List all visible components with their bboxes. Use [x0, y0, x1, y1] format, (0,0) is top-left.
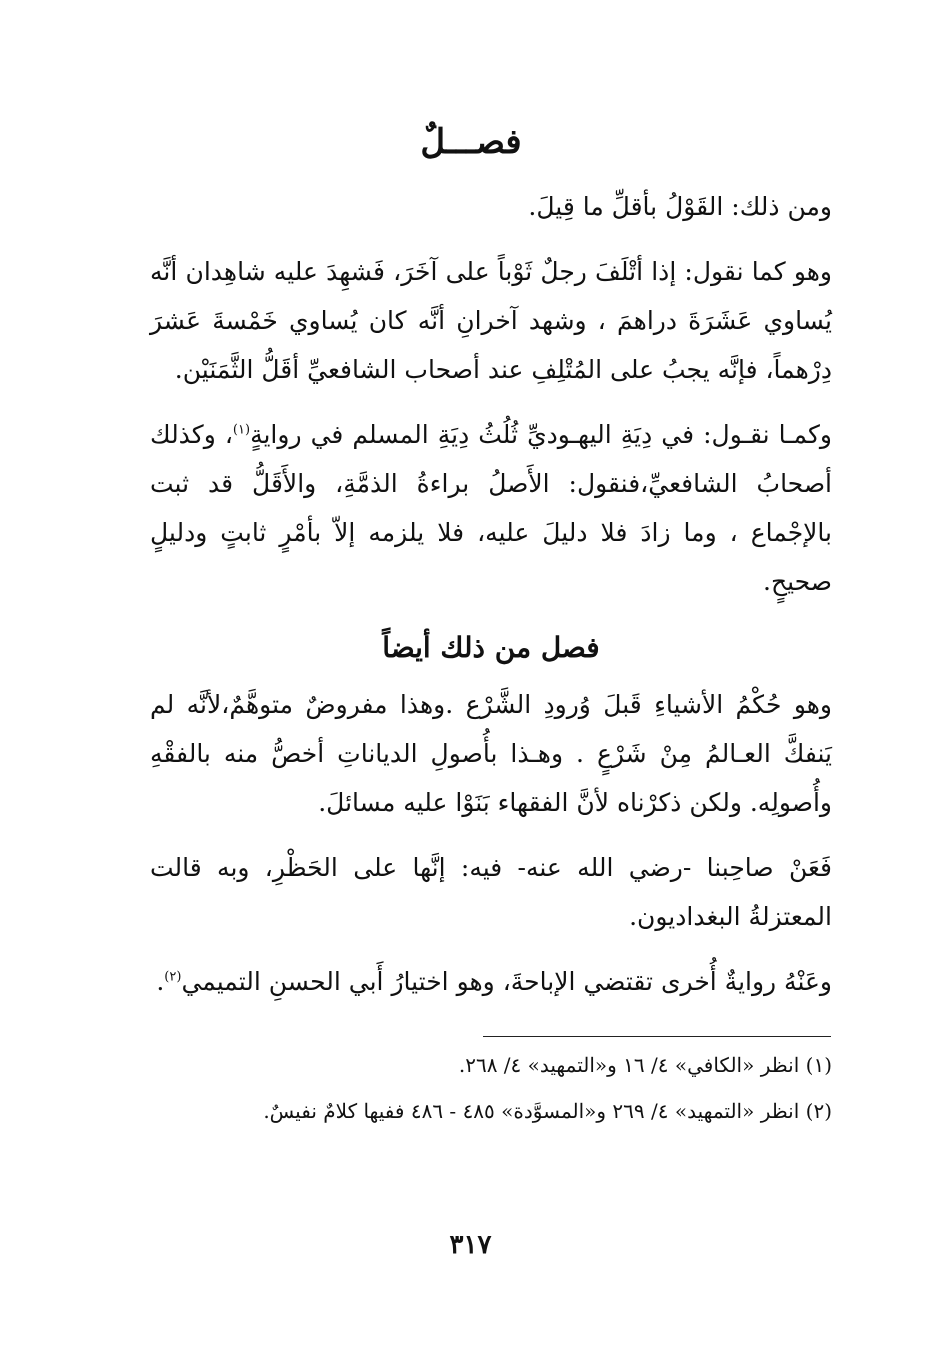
paragraph: ومن ذلك: القَوْلُ بأقلِّ ما قِيلَ. [528, 192, 832, 221]
footnote-divider [483, 1036, 831, 1037]
footnotes [150, 1042, 832, 1134]
main-text [150, 112, 832, 1022]
paragraph: وهو حُكْمُ الأشياءِ قَبلَ وُرودِ الشَّرْع .وهذا مفروضٌ متوهَّمٌ،لأنَّه لم يَنفكَّ العـالمُ مِنْ شَرْعٍ . وهـذا بأُصولِ الدياناتِ أخصُّ منه بالفقْهِ وأُصولِه. ولكن ذكرْناه لأنَّ الفقهاء بَنَوْا عليه مسائلَ. [150, 690, 832, 817]
chapter-title: فصـــلٌ [420, 122, 522, 162]
footnote-reference[interactable]: (٢) [164, 969, 182, 985]
paragraph-text: وكمـا نقـول: في دِيَةِ اليهـوديِّ ثُلُثُ دِيَةِ المسلم في روايةٍ [250, 420, 832, 449]
paragraph: فَعَنْ صاحِبنا -رضي الله عنه- فيه: إنَّها على الحَظْرِ، وبه قالت المعتزلةُ البغداديون. [150, 853, 832, 931]
footnote-reference[interactable]: (١) [232, 422, 251, 438]
paragraph-text: وعَنْهُ روايةٌ أُخرى تقتضي الإباحةَ، وهو اختيارُ أَبي الحسنِ التميمي [181, 967, 832, 996]
footnote: (٢) انظر «التمهيد» ٤/ ٢٦٩ و«المسوَّدة» ٤٨٥ - ٤٨٦ ففيها كلامٌ نفيسٌ. [263, 1099, 832, 1123]
paragraph-text: . [156, 967, 165, 996]
section-title: فصل من ذلك أيضاً [382, 631, 600, 664]
footnote: (١) انظر «الكافي» ٤/ ١٦ و«التمهيد» ٤/ ٢٦٨. [458, 1053, 832, 1077]
paragraph [150, 410, 832, 606]
paragraph [150, 957, 832, 1006]
paragraph: وهو كما نقول: إذا أتْلَفَ رجلٌ ثَوْباً على آخَرَ، فَشهِدَ عليه شاهِدان أنَّه يُساوي عَشَرَةَ دراهمَ ، وشهد آخرانِ أنَّه كان يُساوي خَمْسةَ عَشرَ دِرْهماً، فإنَّه يجبُ على المُتْلِفِ عند أصحاب الشافعيِّ أقَلُّ الثَّمَنَيْن. [150, 257, 832, 384]
page-number: ٣١٧ [449, 1230, 492, 1260]
paragraph-text: ، وكذلك أصحابُ الشافعيِّ،فنقول: الأَصلُ براءةُ الذمَّةِ، والأَقَلُّ قد ثبت بالإجْماع ، وما زادَ فلا دليلَ عليه، فلا يلزمه إلاّ بأمْرٍ ثابتٍ ودليلٍ صحيحٍ. [150, 420, 832, 596]
